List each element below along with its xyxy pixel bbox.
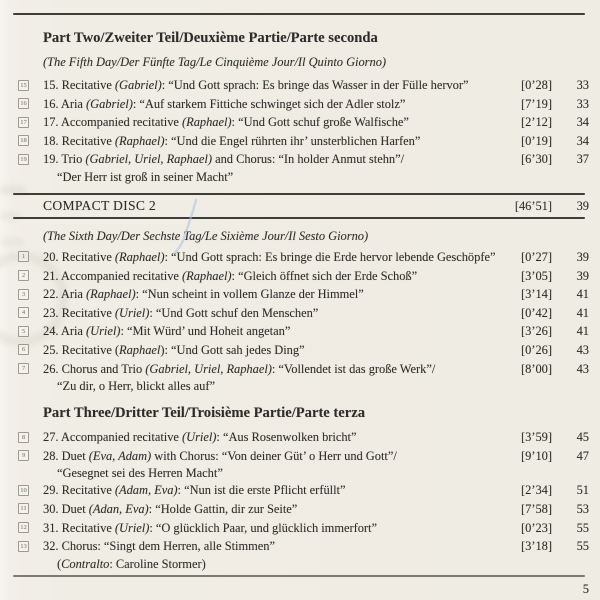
track-title-line2 — [43, 556, 506, 572]
track-page-ref: 39 — [576, 268, 589, 283]
cd-track-number-box: 4 — [18, 307, 29, 318]
track-title-line1 — [43, 248, 506, 267]
track-title-line1 — [43, 447, 506, 466]
track-row — [18, 428, 589, 447]
track-row — [18, 248, 589, 267]
track-title-line2 — [43, 465, 506, 481]
track-title-line1 — [43, 341, 506, 360]
cd-track-number-box: 19 — [18, 154, 29, 165]
track-title — [43, 322, 506, 341]
track-title — [43, 95, 506, 114]
track-page-ref: 33 — [576, 78, 589, 92]
track-duration: [0’23] — [521, 520, 552, 535]
track-page-ref: 41 — [576, 324, 589, 339]
track-text: : Caroline Stormer) — [109, 556, 206, 571]
track-text: 28. Duet — [43, 448, 89, 463]
track-page-ref: 39 — [576, 249, 589, 264]
track-title-line1 — [43, 76, 506, 95]
cd-track-number-box: 7 — [18, 363, 29, 374]
track-text: : “Und die Engel rührten ihr’ unsterblichen Harfen” — [164, 133, 421, 148]
horizontal-rule — [13, 13, 585, 15]
performer-name: (Uriel) — [182, 430, 217, 445]
track-row — [18, 537, 589, 572]
cd-track-number-box: 16 — [18, 98, 29, 109]
performer-name: (Uriel) — [114, 520, 150, 535]
disc-title: COMPACT DISC 2 — [43, 197, 156, 213]
performer-name: Contralto — [61, 556, 110, 571]
performer-name: (Eva, Adam) — [88, 448, 152, 463]
track-page-ref: 55 — [576, 520, 589, 535]
track-row — [18, 267, 589, 286]
track-duration: [3’05] — [521, 268, 552, 283]
track-text: : “Und Gott sprach: Es bringe das Wasser in der Fülle hervor” — [161, 78, 469, 92]
track-title — [43, 341, 506, 360]
cd-track-number-box: 15 — [18, 80, 29, 91]
track-row — [18, 447, 589, 482]
track-text: : “Vollendet ist das große Werk”/ — [271, 361, 436, 376]
track-title — [43, 428, 506, 447]
track-text: 29. Recitative — [43, 483, 115, 498]
performer-name: (Adan, Eva) — [88, 501, 149, 516]
performer-name: Raphael — [119, 342, 161, 357]
track-page-ref: 37 — [576, 152, 589, 167]
track-text: 24. Aria — [43, 324, 87, 339]
disc-heading-row — [18, 195, 589, 217]
track-text: 21. Accompanied recitative — [43, 268, 182, 283]
track-duration: [3’14] — [521, 287, 552, 302]
track-text: ( — [57, 556, 62, 571]
track-group — [18, 428, 589, 572]
track-text: 26. Chorus and Trio — [43, 361, 146, 376]
track-text: “Zu dir, o Herr, blickt alles auf” — [57, 379, 215, 394]
cd-track-number-box: 12 — [18, 522, 29, 533]
track-text: : “Aus Rosenwolken bricht” — [216, 430, 357, 445]
track-text: 20. Recitative — [43, 249, 115, 264]
track-text: 17. Accompanied recitative — [43, 115, 182, 130]
track-row — [18, 304, 589, 323]
track-title-line1 — [43, 285, 506, 304]
track-text: 23. Recitative — [43, 305, 115, 320]
part-heading: Part Three/Dritter Teil/Troisième Partie/Parte terza — [43, 405, 366, 422]
track-title-line1 — [43, 481, 506, 500]
track-page-ref: 47 — [576, 448, 589, 463]
track-text: 22. Aria — [43, 287, 87, 302]
horizontal-rule — [13, 217, 585, 219]
track-row — [18, 481, 589, 500]
track-text: : “Und Gott schuf den Menschen” — [149, 305, 319, 320]
track-title-line1 — [43, 113, 506, 132]
track-group — [18, 248, 589, 394]
track-page-ref: 34 — [576, 133, 589, 148]
track-text: : “Nun ist die erste Pflicht erfüllt” — [177, 483, 346, 498]
track-text: and Chorus: “In holder Anmut stehn”/ — [212, 152, 405, 167]
track-text: : “Holde Gattin, dir zur Seite” — [148, 501, 298, 516]
performer-name: (Gabriel) — [114, 78, 162, 92]
performer-name: (Raphael) — [86, 287, 136, 302]
track-row — [18, 150, 589, 185]
track-page-ref: 41 — [576, 287, 589, 302]
track-title-line1 — [43, 322, 506, 341]
performer-name: (Gabriel) — [86, 96, 133, 111]
track-row — [18, 113, 589, 132]
performer-name: (Raphael) — [114, 133, 165, 148]
track-title — [43, 150, 506, 185]
track-duration: [0’27] — [521, 249, 552, 264]
part-heading: Part Two/Zweiter Teil/Deuxième Partie/Parte seconda — [43, 30, 378, 46]
track-duration: [2’34] — [521, 483, 552, 498]
track-title — [43, 113, 506, 132]
cd-track-number-box: 13 — [18, 541, 29, 552]
cd-track-number-box: 17 — [18, 117, 29, 128]
track-page-ref: 34 — [576, 115, 589, 130]
track-title — [43, 304, 506, 323]
track-title — [43, 537, 506, 572]
track-text: : “Gleich öffnet sich der Erde Schoß” — [231, 268, 418, 283]
cd-track-number-box: 8 — [18, 432, 29, 443]
track-title-line1 — [43, 95, 506, 114]
cd-track-number-box: 3 — [18, 289, 29, 300]
track-row — [18, 322, 589, 341]
track-duration: [0’28] — [521, 78, 552, 92]
track-duration: [3’59] — [521, 430, 552, 445]
track-title-line1 — [43, 537, 506, 556]
track-duration: [0’19] — [521, 133, 552, 148]
track-text: “Gesegnet sei des Herren Macht” — [57, 466, 223, 481]
performer-name: (Adam, Eva) — [114, 483, 178, 498]
track-text: : “Nun scheint in vollem Glanze der Himmel” — [135, 287, 364, 302]
track-row — [18, 500, 589, 519]
horizontal-rule — [13, 575, 585, 577]
track-page-ref: 45 — [576, 430, 589, 445]
track-title — [43, 248, 506, 267]
track-title — [43, 285, 506, 304]
track-text: “Der Herr ist groß in seiner Macht” — [57, 169, 234, 184]
track-row — [18, 132, 589, 151]
track-title-line1 — [43, 360, 506, 379]
page-number: 5 — [582, 581, 589, 596]
track-text: with Chorus: “Von deiner Güt’ o Herr und Gott”/ — [151, 448, 397, 463]
track-page-ref: 53 — [576, 501, 589, 516]
track-title-line1 — [43, 150, 506, 169]
track-row — [18, 519, 589, 538]
track-title-line2 — [43, 378, 506, 394]
track-text: 19. Trio — [43, 152, 86, 167]
track-title — [43, 500, 506, 519]
cd-track-number-box: 18 — [18, 135, 29, 146]
track-group — [18, 76, 589, 185]
performer-name: (Raphael) — [182, 115, 232, 130]
track-text: : “Und Gott schuf große Walfische” — [231, 115, 409, 130]
track-title — [43, 360, 506, 395]
day-subheading: (The Fifth Day/Der Fünfte Tag/Le Cinquième Jour/Il Quinto Giorno) — [43, 55, 387, 69]
day-subheading: (The Sixth Day/Der Sechste Tag/Le Sixième Jour/Il Sesto Giorno) — [43, 228, 369, 243]
cd-track-number-box: 1 — [18, 251, 29, 262]
track-duration: [0’26] — [521, 342, 552, 357]
cd-track-number-box: 9 — [18, 450, 29, 461]
track-title-line1 — [43, 267, 506, 286]
track-title-line1 — [43, 428, 506, 447]
track-duration: [6’30] — [521, 152, 552, 167]
track-page-ref: 43 — [576, 342, 589, 357]
track-duration: [3’26] — [521, 324, 552, 339]
cd-track-number-box: 11 — [18, 503, 29, 514]
performer-name: (Gabriel, Uriel, Raphael) — [85, 152, 212, 167]
track-title — [43, 76, 506, 95]
track-title-line1 — [43, 132, 506, 151]
cd-track-number-box: 6 — [18, 344, 29, 355]
track-text: 27. Accompanied recitative — [43, 430, 182, 445]
performer-name: (Uriel) — [114, 305, 150, 320]
track-duration: [9’10] — [521, 448, 552, 463]
track-text: 18. Recitative — [43, 133, 115, 148]
track-text: 31. Recitative — [43, 520, 115, 535]
track-title — [43, 267, 506, 286]
track-text: 25. Recitative ( — [43, 342, 120, 357]
track-duration: [2’12] — [521, 115, 552, 130]
track-text: : “Auf starkem Fittiche schwinget sich der Adler stolz” — [132, 96, 406, 111]
track-duration: [3’18] — [521, 539, 552, 554]
track-row — [18, 360, 589, 395]
track-title — [43, 481, 506, 500]
track-row — [18, 341, 589, 360]
track-title — [43, 132, 506, 151]
track-duration: [7’19] — [521, 96, 552, 111]
track-text: : “O glücklich Paar, und glücklich immerfort” — [149, 520, 377, 535]
track-page-ref: 41 — [576, 305, 589, 320]
track-title-line1 — [43, 519, 506, 538]
track-text: 16. Aria — [43, 96, 87, 111]
track-text: 32. Chorus: “Singt dem Herren, alle Stimmen” — [43, 539, 275, 554]
performer-name: (Uriel) — [86, 324, 121, 339]
track-row — [18, 285, 589, 304]
track-page-ref: 43 — [576, 361, 589, 376]
track-duration: [8’00] — [521, 361, 552, 376]
track-title-line2 — [43, 169, 506, 185]
track-duration: [7’58] — [521, 501, 552, 516]
track-text: 15. Recitative — [43, 78, 115, 92]
cd-track-number-box: 5 — [18, 326, 29, 337]
performer-name: (Raphael) — [114, 249, 165, 264]
track-text: : “Und Gott sprach: Es bringe die Erde hervor lebende Geschöpfe” — [164, 249, 496, 264]
track-page-ref: 51 — [576, 483, 589, 498]
track-text: ): “Und Gott sah jedes Ding” — [160, 342, 305, 357]
disc-total-time: [46’51] — [514, 198, 552, 213]
performer-name: (Gabriel, Uriel, Raphael) — [145, 361, 272, 376]
track-row — [18, 95, 589, 114]
disc-page-ref: 39 — [576, 198, 589, 213]
track-row — [18, 76, 589, 95]
track-duration: [0’42] — [521, 305, 552, 320]
track-title — [43, 447, 506, 482]
track-title-line1 — [43, 500, 506, 519]
track-page-ref: 55 — [576, 539, 589, 554]
track-page-ref: 33 — [576, 96, 589, 111]
track-text: 30. Duet — [43, 501, 89, 516]
performer-name: (Raphael) — [182, 268, 232, 283]
track-title — [43, 519, 506, 538]
cd-track-number-box: 2 — [18, 270, 29, 281]
track-text: : “Mit Würd’ und Hoheit angetan” — [120, 324, 291, 339]
cd-track-number-box: 10 — [18, 485, 29, 496]
track-title-line1 — [43, 304, 506, 323]
